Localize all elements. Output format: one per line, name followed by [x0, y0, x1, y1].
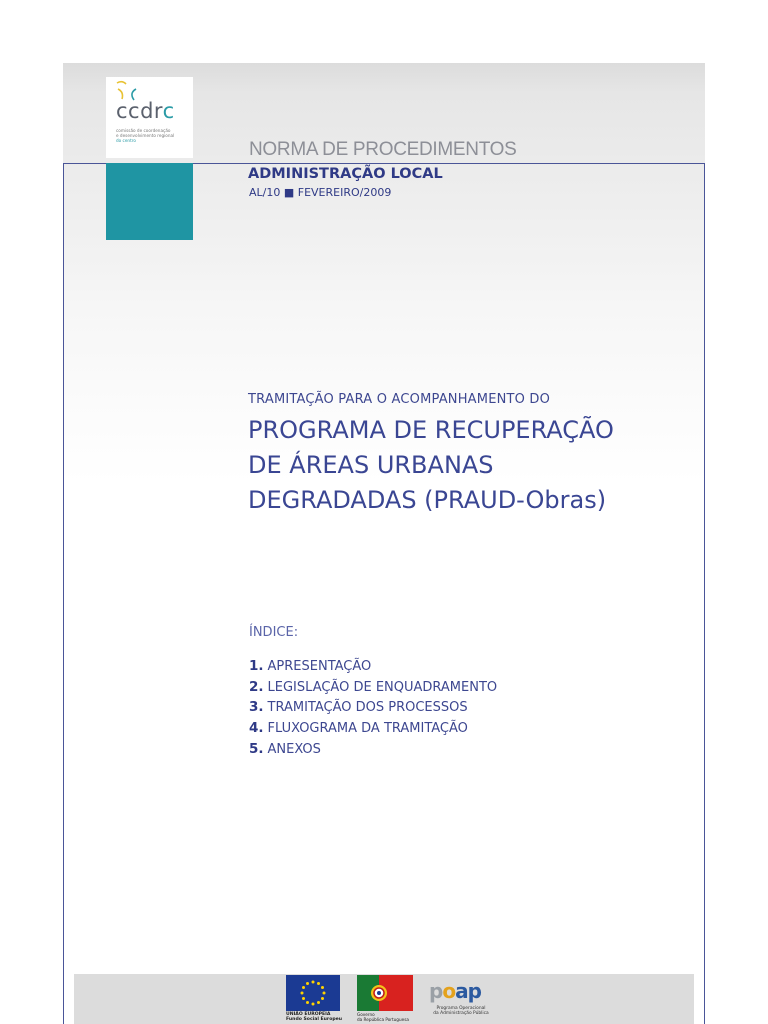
page-frame	[63, 163, 705, 1024]
portugal-logo	[357, 975, 413, 1024]
table-of-contents	[249, 655, 497, 758]
toc-item[interactable]: 5. ANEXOS	[249, 740, 321, 757]
norma-heading: NORMA DE PROCEDIMENTOS	[249, 139, 517, 160]
teal-accent-block	[106, 163, 193, 240]
toc-item[interactable]: 4. FLUXOGRAMA DA TRAMITAÇÃO	[249, 720, 468, 737]
eu-flag-icon	[286, 975, 340, 1011]
ccdrc-tagline: comissão de coordenação e desenvolvimento regional do centro	[116, 128, 175, 143]
poap-logo	[417, 975, 487, 1024]
toc-item[interactable]: 1. APRESENTAÇÃO	[249, 658, 372, 674]
portugal-caption: Governo da República Portuguesa	[357, 1012, 409, 1022]
portugal-flag-icon	[357, 975, 413, 1011]
poap-caption: Programa Operacional da Administração Pública	[433, 1006, 489, 1016]
eu-logo	[286, 975, 343, 1024]
document-title	[248, 413, 688, 518]
section-heading: ADMINISTRAÇÃO LOCAL	[248, 166, 443, 182]
toc-item[interactable]: 3. TRAMITAÇÃO DOS PROCESSOS	[249, 699, 468, 716]
eu-caption: UNIÃO EUROPEIA Fundo Social Europeu	[286, 1012, 343, 1022]
document-reference: AL/10 ■ FEVEREIRO/2009	[249, 186, 392, 199]
title-line-3: DEGRADADAS (PRAUD-Obras)	[248, 486, 607, 514]
toc-item[interactable]: 2. LEGISLAÇÃO DE ENQUADRAMENTO	[249, 678, 498, 695]
title-line-2: DE ÁREAS URBANAS	[248, 451, 494, 479]
ccdrc-logo	[106, 77, 193, 158]
title-line-1: PROGRAMA DE RECUPERAÇÃO	[248, 416, 614, 444]
document-subtitle: TRAMITAÇÃO PARA O ACOMPANHAMENTO DO	[248, 392, 551, 407]
ccdrc-wordmark: ccdrc	[116, 99, 175, 123]
poap-wordmark: poap	[429, 979, 481, 1003]
index-heading: ÍNDICE:	[249, 625, 299, 640]
